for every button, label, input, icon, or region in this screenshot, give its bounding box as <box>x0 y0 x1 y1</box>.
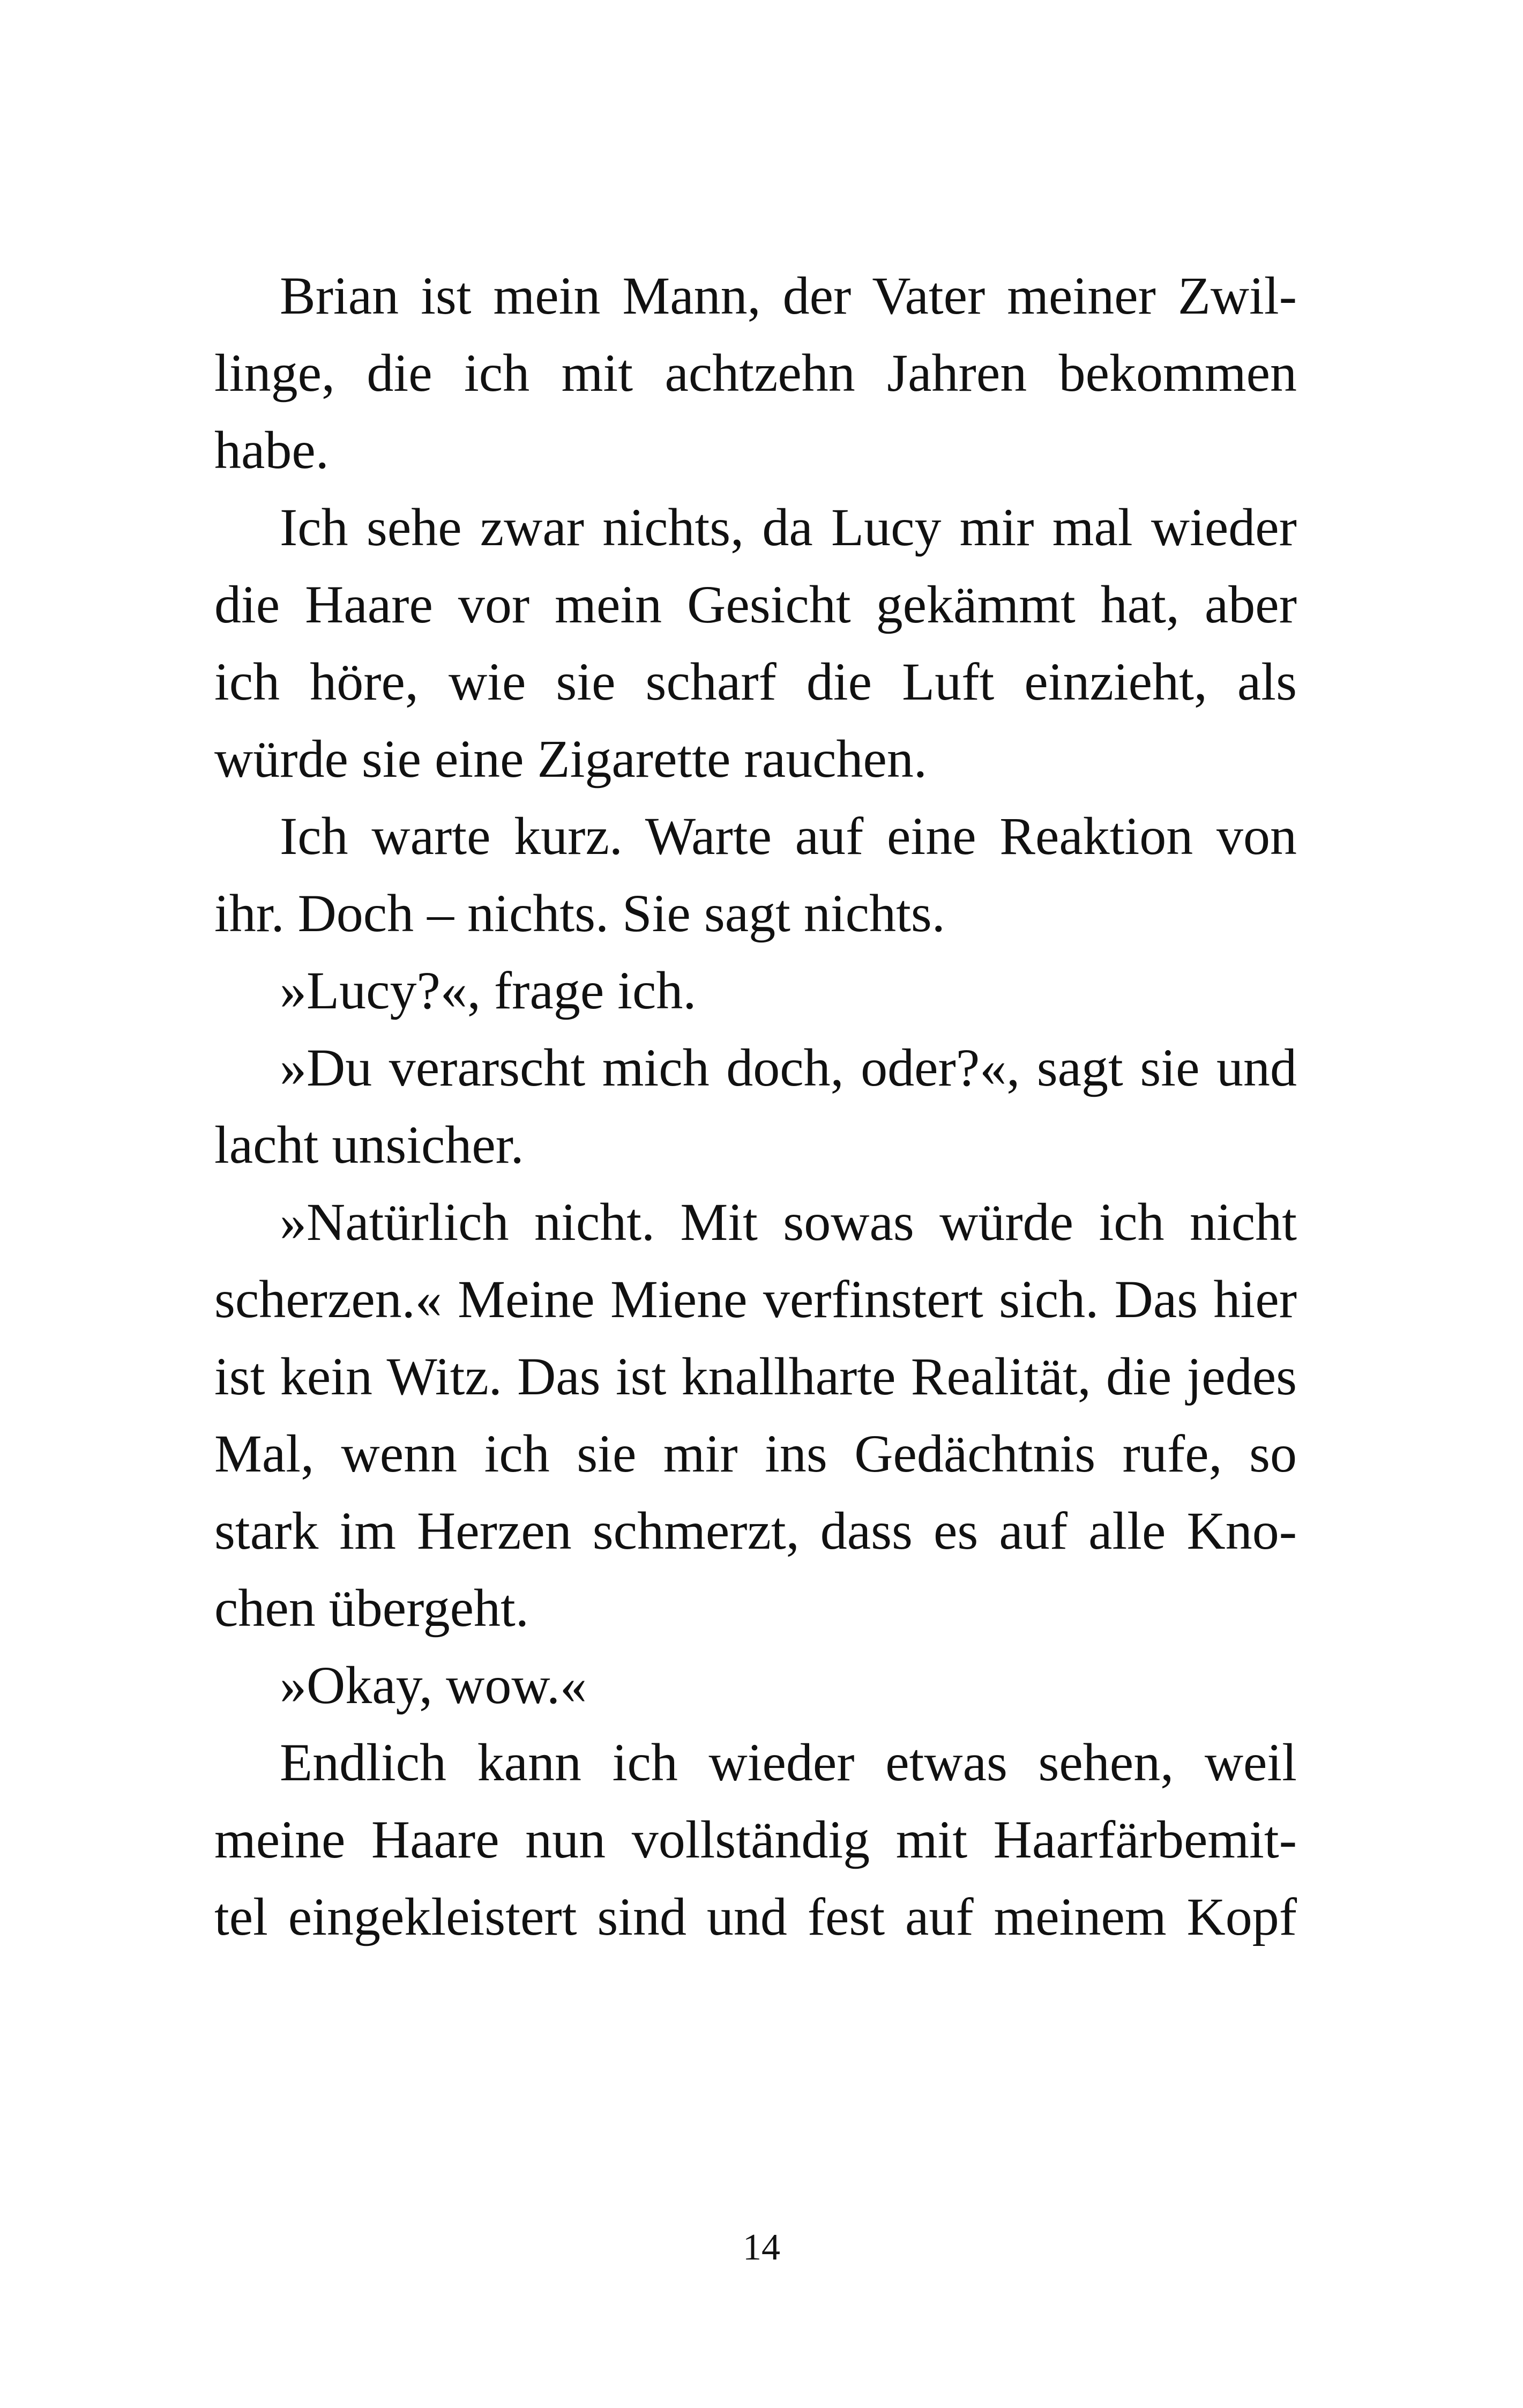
text-line: »Okay, wow.« <box>280 1655 587 1715</box>
text-line: »Du verarscht mich doch, oder?«, sagt sie und <box>280 1038 1297 1097</box>
text-line: habe. <box>214 420 329 480</box>
text-line: scherzen.« Meine Miene verfinstert sich. Das hier <box>214 1269 1297 1329</box>
text-line: Mal, wenn ich sie mir ins Gedächtnis rufe, so <box>214 1424 1297 1483</box>
page-number: 14 <box>743 2227 780 2268</box>
text-line: »Natürlich nicht. Mit sowas würde ich nicht <box>280 1192 1297 1252</box>
text-line: »Lucy?«, frage ich. <box>280 961 697 1020</box>
text-line: chen übergeht. <box>214 1578 529 1638</box>
text-line: die Haare vor mein Gesicht gekämmt hat, aber <box>214 575 1297 634</box>
text-line: ich höre, wie sie scharf die Luft einzieht, als <box>214 652 1297 711</box>
text-line: stark im Herzen schmerzt, dass es auf alle Kno- <box>214 1501 1297 1560</box>
text-line: würde sie eine Zigarette rauchen. <box>214 729 927 789</box>
text-line: meine Haare nun vollständig mit Haarfärbemit- <box>214 1810 1297 1869</box>
text-line: Ich warte kurz. Warte auf eine Reaktion von <box>280 806 1297 866</box>
text-line: Endlich kann ich wieder etwas sehen, weil <box>280 1733 1297 1792</box>
text-line: linge, die ich mit achtzehn Jahren bekommen <box>214 343 1297 403</box>
text-line: ihr. Doch – nichts. Sie sagt nichts. <box>214 883 945 943</box>
body-text <box>214 257 1297 1956</box>
text-line: tel eingekleistert sind und fest auf meinem Kopf <box>214 1887 1297 1946</box>
text-line: Ich sehe zwar nichts, da Lucy mir mal wieder <box>280 497 1297 557</box>
text-line: ist kein Witz. Das ist knallharte Realität, die jedes <box>214 1347 1297 1406</box>
text-line: Brian ist mein Mann, der Vater meiner Zwil- <box>280 266 1297 325</box>
text-line: lacht unsicher. <box>214 1115 524 1175</box>
